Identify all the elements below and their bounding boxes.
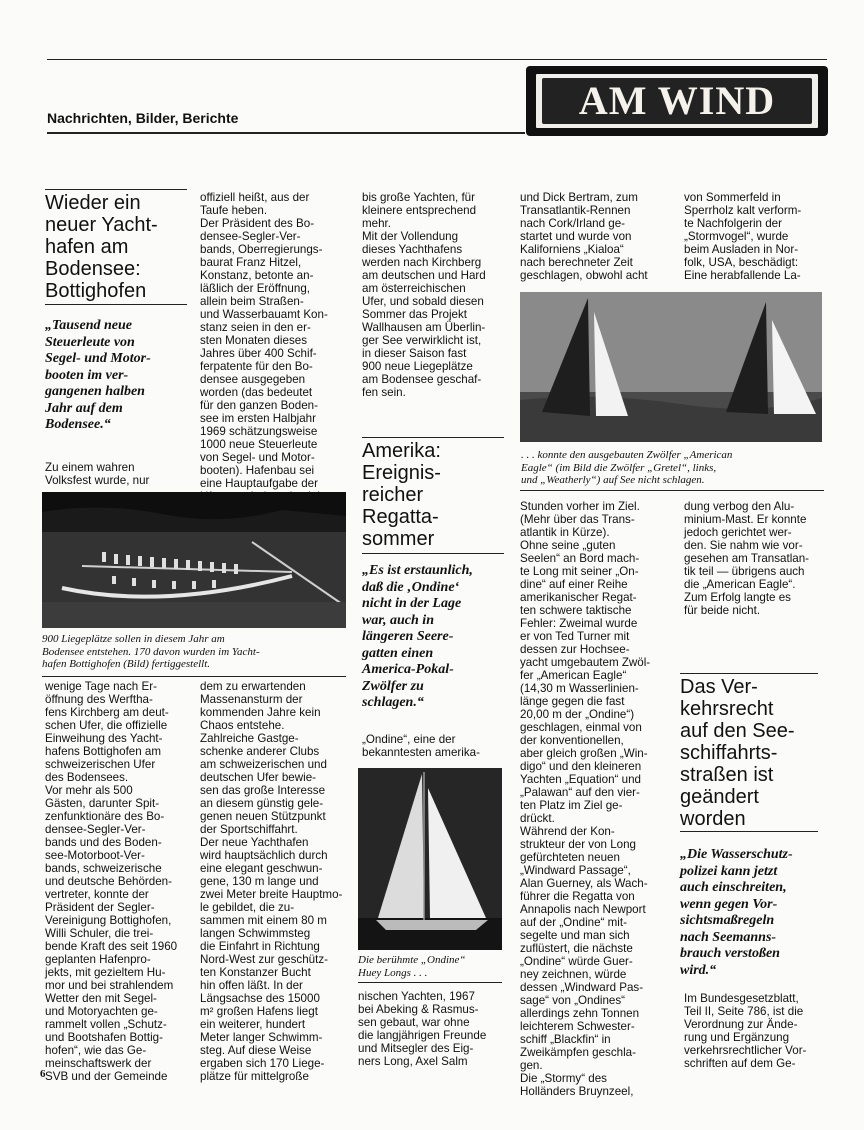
ondine-photo [358, 768, 502, 950]
article1-col2-top: offiziell heißt, aus der Taufe heben. Der Präsident des Bo- densee-Segler-Ver- bands, Oberregierungs- baurat Franz Hitzel, Konstanz, betonte an- läßlich der Eröffnung, allein beim Straßen- und Wasserbauamt Kon- stanz seien in den er- sten Monaten dieses Jahres über 400 Schif- ferpatente für den Bo- densee ausgegeben worden (das bedeutet für den ganzen Boden- see im ersten Halbjahr 1969 schätzungsweise 1000 neue Steuerleute von Segel- und Motor- booten). Hafenbau sei eine Hauptaufgabe der [200, 191, 328, 490]
article2-lead: „Es ist erstaunlich, daß die ‚Ondine‘ nicht in der Lage war, auch in längeren Seere- gatten einen America-Pokal- Zwölfer zu schlagen.“ [362, 563, 473, 710]
section-title: Nachrichten, Bilder, Berichte [47, 110, 239, 126]
logo-text: AM WIND [578, 78, 776, 123]
article1-lead: „Tausend neue Steuerleute von Segel- und Motor- booten im ver- gangenen halben Jahr auf dem Bodensee.“ [45, 318, 151, 432]
article1-col2-bottom: dem zu erwartenden Massenansturm der kommenden Jahre kein Chaos entstehe. Zahlreiche Gastge- schenke anderer Clubs am schweizerischen und deutschen Ufer bewie- sen das große Interesse an diesem günstig gele- genen neuen Stützpunkt der Sportschiffahrt. Der neue Yachthafen wird hauptsächlich durch eine elegant geschwun- gene, 130 m lange und zwei Meter breite Hauptmo- le gebildet, die zu- sammen mit einem 80 m langen Schwimmsteg die Einfahrt in Richtung Nord-West zur geschütz- ten Konstanzer Bucht hin offen läßt. In der Längsachse des 15000 m² großen Hafens liegt ein weiterer, hundert Meter langer Schwimm- steg. Auf diese Weise ergaben sich 170 Liege- plätze für mittelgroße [200, 680, 343, 1083]
harbour-photo [42, 492, 346, 628]
page-number: 6 [40, 1068, 46, 1080]
article3-lead: „Die Wasserschutz- polizei kann jetzt auch einschreiten, wenn gegen Vor- sichtsmaßregeln nach Seemanns- brauch verstoßen wird.“ [680, 847, 793, 978]
article1-col1-bottom: wenige Tage nach Er- öffnung des Werftha- fens Kirchberg am deut- schen Ufer, die offizielle Einweihung des Yacht- hafens Bottighofen am schweizerischen Ufer des Bodensees. Vor mehr als 500 Gästen, darunter Spit- zenfunktionäre des Bo- densee-Segler-Ver- bands und des Boden- see-Motorboot-Ver- bands, schweizerische und deutsche Behörden- vertreter, konnte der Präsident der Segler- Vereinigung Bottighofen, Willi Schuler, die trei- bende Kraft des seit 1960 geplanten Hafenpro- jekts, mit gezieltem Hu- mor und bei strahlendem Wetter den mit Segel- und Motoryachten ge- rammelt vollen „Schutz- und Bootshafen Bottig- hofen“, wie das Ge- meinschaftswerk der SVB und der Gemeinde [45, 680, 178, 1083]
article1-col3: bis große Yachten, für kleinere entsprechend mehr. Mit der Vollendung dieses Yachthafens werden nach Kirchberg am deutschen und Hard am österreichischen Ufer, und sobald diesen Sommer das Projekt Wallhausen am Überlin- ger See verwirklicht ist, in dieser Saison fast 900 neue Liegeplätze am Bodensee geschaf- fen sein. [362, 191, 486, 399]
article3-headline: Das Ver- kehrsrecht auf den See- schiffahrts- straßen ist geändert worden [680, 676, 795, 830]
article2-col4-top: und Dick Bertram, zum Transatlantik-Rennen nach Cork/Irland ge- startet und wurde von Kaliforniens „Kialoa“ nach berechneter Zeit geschlagen, obwohl acht [520, 191, 648, 282]
am-wind-logo [526, 66, 828, 136]
article2-col3-intro: „Ondine“, eine der bekanntesten amerika- [362, 733, 480, 759]
article2-col4-bottom: Stunden vorher im Ziel. (Mehr über das Trans- atlantik in Kürze). Ohne seine „guten Seelen“ an Bord mach- te Long mit seiner „On- dine“ auf einer Reihe amerikanischer Regat- ten schwere taktische Fehler: Zweimal wurde er von Ted Turner mit dessen zur Hochsee- yacht umgebautem Zwöl- fer „American Eagle“ (14,30 m Wasserlinien- länge gegen die fast 20,00 m der „Ondine“) geschlagen, einmal von der konventionellen, aber gleich großen „Win- digo“ und den kleineren Yachten „Equation“ und „Palawan“ auf den vier- ten Platz im Ziel ge- drückt. Während der Kon- strukteur der von Long gefürchteten neuen „Windward Passage“, Alan Guerney, als Wach- führer die Regatta von Annapolis nach Newport auf der „Ondine“ mit- segelte und man sich zuflüstert, die nächste „Ondine“ würde Guer- ney zeichnen, würde dessen „Windward Pas- sage“ von „Ondines“ allerdings zehn Tonnen leichterem Schwester- schiff „Blackfin“ in Zweikämpfen geschla- gen. Die „Stormy“ des Holländers Bruynzeel, [520, 500, 651, 1098]
harbour-caption: 900 Liegeplätze sollen in diesem Jahr am Bodensee entstehen. 170 davon wurden im Yacht- hafen Bottighofen (Bild) fertiggestellt. [42, 633, 260, 670]
article1-col1-top: Zu einem wahren Volksfest wurde, nur [45, 461, 150, 487]
article2-col5-top: von Sommerfeld in Sperrholz kalt verform- te Nachfolgerin der „Stormvogel“, wurde beim Ausladen in Nor- folk, USA, beschädigt: Eine herabfallende La- [684, 191, 802, 282]
twelve-metre-caption: . . . konnte den ausgebauten Zwölfer „American Eagle“ (im Bild die Zwölfer „Gretel“, links, und „Weatherly“) auf See nicht schlagen. [521, 449, 733, 486]
article2-headline: Amerika: Ereignis- reicher Regatta- sommer [362, 440, 441, 550]
article3-body: Im Bundesgesetzblatt, Teil II, Seite 786, ist die Verordnung zur Ände- rung und Ergänzung verkehrsrechtlicher Vor- schriften auf dem Ge- [684, 992, 807, 1070]
ondine-caption: Die berühmte „Ondine“ Huey Longs . . . [358, 954, 466, 979]
article2-col3-bottom: nischen Yachten, 1967 bei Abeking & Rasmus- sen gebaut, war ohne die langjährigen Freunde und Mitsegler des Eig- ners Long, Axel Salm [358, 990, 487, 1068]
article1-headline: Wieder ein neuer Yacht- hafen am Bodensee: Bottighofen [45, 192, 158, 302]
article2-col5-mid: dung verbog den Alu- minium-Mast. Er konnte jedoch gerichtet wer- den. Sie nahm wie vor- gesehen am Transatlan- tik teil — übrigens auch die „American Eagle“. Zum Erfolg langte es für beide nicht. [684, 500, 810, 617]
twelve-metre-photo [520, 292, 822, 442]
